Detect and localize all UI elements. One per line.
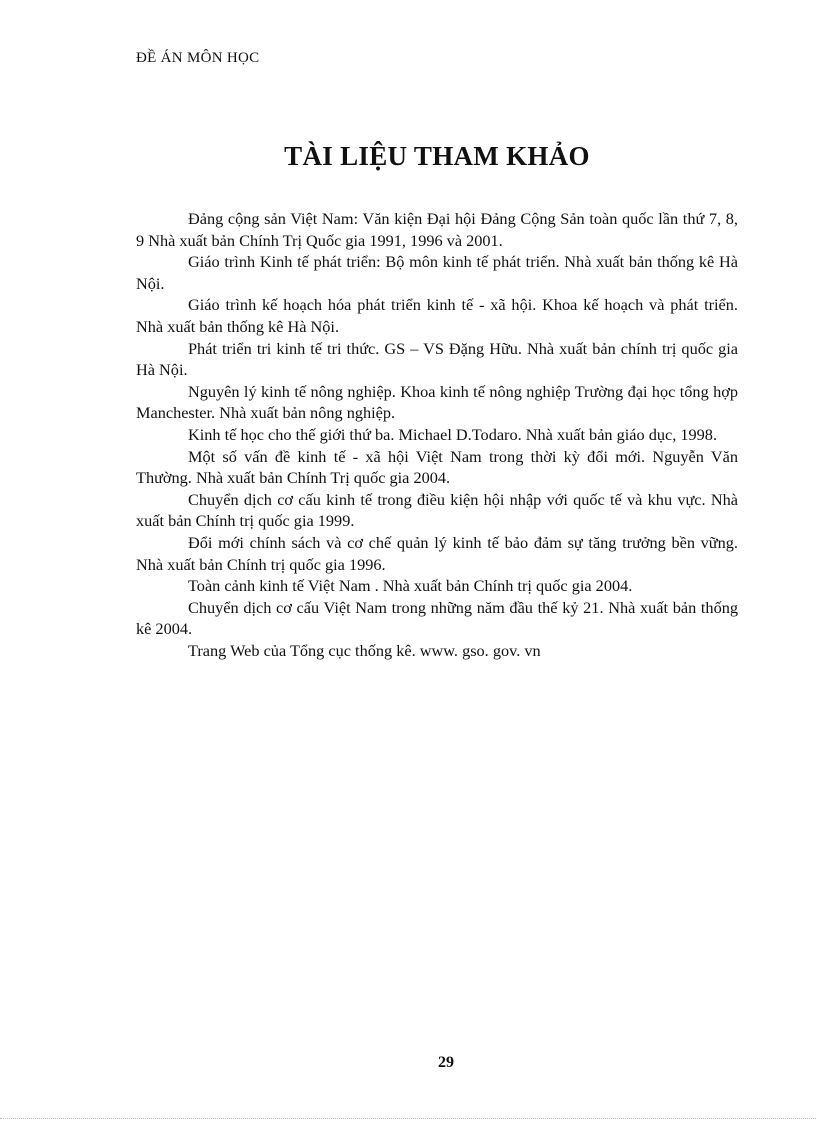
page-title: TÀI LIỆU THAM KHẢO <box>284 141 590 171</box>
reference-item: Chuyển dịch cơ cấu kinh tế trong điều kiện hội nhập với quốc tế và khu vực. Nhà xuất bản Chính trị quốc gia 1999. <box>136 489 738 531</box>
reference-list <box>136 208 738 661</box>
running-header: ĐỀ ÁN MÔN HỌC <box>136 50 260 66</box>
reference-item: Chuyển dịch cơ cấu Việt Nam trong những năm đầu thế kỷ 21. Nhà xuất bản thống kê 2004. <box>136 597 738 639</box>
reference-item: Phát triển tri kinh tế tri thức. GS – VS Đặng Hữu. Nhà xuất bản chính trị quốc gia Hà Nội. <box>136 338 738 380</box>
reference-item: Trang Web của Tổng cục thống kê. www. gso. gov. vn <box>188 640 541 660</box>
reference-item: Giáo trình kế hoạch hóa phát triển kinh tế - xã hội. Khoa kế hoạch và phát triển. Nhà xuất bản thống kê Hà Nội. <box>136 295 738 336</box>
reference-item: Một số vấn đề kinh tế - xã hội Việt Nam trong thời kỳ đổi mới. Nguyễn Văn Thường. Nhà xuất bản Chính Trị quốc gia 2004. <box>136 446 738 488</box>
reference-item: Nguyên lý kinh tế nông nghiệp. Khoa kinh tế nông nghiệp Trường đại học tổng hợp Manchester. Nhà xuất bản nông nghiệp. <box>136 381 738 423</box>
reference-item: Đảng cộng sản Việt Nam: Văn kiện Đại hội Đảng Cộng Sản toàn quốc lần thứ 7, 8, 9 Nhà xuất bản Chính Trị Quốc gia 1991, 1996 và 2001. <box>136 209 738 250</box>
reference-item: Giáo trình Kinh tế phát triển: Bộ môn kinh tế phát triển. Nhà xuất bản thống kê Hà Nội. <box>136 252 738 293</box>
reference-item: Đổi mới chính sách và cơ chế quản lý kinh tế bảo đảm sự tăng trưởng bền vững. Nhà xuất bản Chính trị quốc gia 1996. <box>136 532 738 574</box>
reference-item: Toàn cảnh kinh tế Việt Nam . Nhà xuất bản Chính trị quốc gia 2004. <box>188 576 633 596</box>
page-bottom-edge <box>0 1118 816 1119</box>
reference-item: Kinh tế học cho thế giới thứ ba. Michael D.Todaro. Nhà xuất bản giáo dục, 1998. <box>188 424 718 444</box>
page-number: 29 <box>438 1054 454 1071</box>
